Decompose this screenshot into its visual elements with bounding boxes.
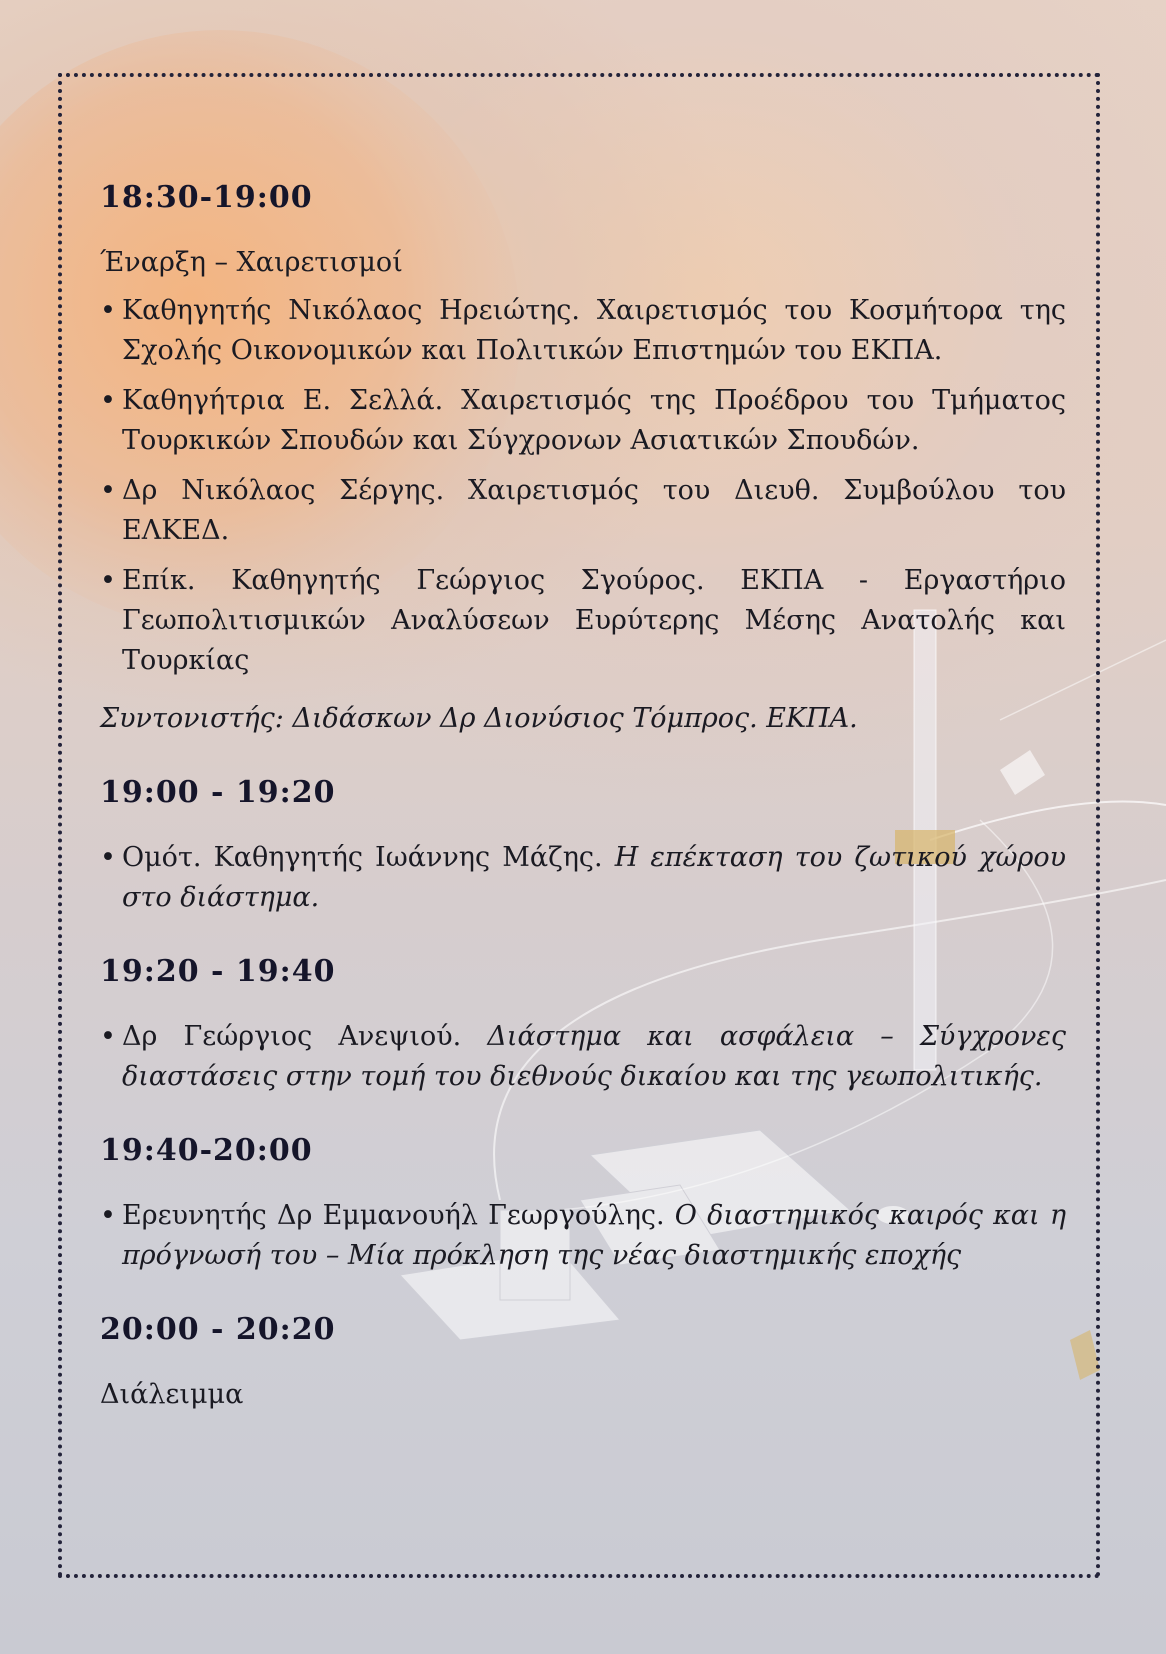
- list-item: [100, 561, 1066, 681]
- speaker-text: Δρ Γεώργιος Ανεψιού.: [122, 1021, 462, 1052]
- session-time: 18:30-19:00: [100, 180, 313, 215]
- list-item: [100, 381, 1066, 461]
- list-item: [100, 291, 1066, 371]
- session-intro: Διάλειμμα: [100, 1379, 244, 1410]
- session-intro: Έναρξη – Χαιρετισμοί: [100, 247, 403, 278]
- program-content: [100, 180, 1066, 1451]
- session-time: 19:40-20:00: [100, 1133, 313, 1168]
- speaker-text: Ερευνητής Δρ Εμμανουήλ Γεωργούλης.: [122, 1200, 665, 1231]
- bullet-icon: •: [100, 475, 116, 506]
- speaker-text: Καθηγήτρια Ε. Σελλά. Χαιρετισμός της Προέδρου του Τμήματος Τουρκικών Σπουδών και Σύγχρονων Ασιατικών Σπουδών.: [122, 385, 1066, 456]
- list-item: [100, 1017, 1066, 1097]
- bullet-icon: •: [100, 1021, 116, 1052]
- talk-title: Η επέκταση του ζωτικού χώρου στο διάστημα.: [122, 842, 1066, 913]
- bullet-icon: •: [100, 295, 116, 326]
- session-block: [100, 1133, 1066, 1276]
- speaker-text: Ομότ. Καθηγητής Ιωάννης Μάζης.: [122, 842, 603, 873]
- bullet-icon: •: [100, 385, 116, 416]
- session-block: [100, 954, 1066, 1097]
- speaker-text: Δρ Νικόλαος Σέργης. Χαιρετισμός του Διευθ. Συμβούλου του ΕΛΚΕΔ.: [122, 475, 1066, 546]
- list-item: [100, 838, 1066, 918]
- bullet-icon: •: [100, 842, 116, 873]
- bullet-icon: •: [100, 1200, 116, 1231]
- session-block: [100, 775, 1066, 918]
- speaker-text: Καθηγητής Νικόλαος Ηρειώτης. Χαιρετισμός του Κοσμήτορα της Σχολής Οικονομικών και Πολιτικών Επιστημών του ΕΚΠΑ.: [122, 295, 1066, 366]
- session-time: 19:20 - 19:40: [100, 954, 336, 989]
- session-block: [100, 180, 1066, 739]
- session-time: 19:00 - 19:20: [100, 775, 336, 810]
- session-time: 20:00 - 20:20: [100, 1312, 336, 1347]
- speaker-text: Επίκ. Καθηγητής Γεώργιος Σγούρος. ΕΚΠΑ - Εργαστήριο Γεωπολιτισμικών Αναλύσεων Ευρύτερης Μέσης Ανατολής και Τουρκίας: [122, 565, 1066, 676]
- list-item: [100, 1196, 1066, 1276]
- moderator-line: Συντονιστής: Διδάσκων Δρ Διονύσιος Τόμπρος. ΕΚΠΑ.: [100, 703, 858, 734]
- session-block: [100, 1312, 1066, 1415]
- bullet-icon: •: [100, 565, 116, 596]
- talk-title: Διάστημα και ασφάλεια – Σύγχρονες διαστάσεις στην τομή του διεθνούς δικαίου και της γεωπολιτικής.: [122, 1021, 1066, 1092]
- list-item: [100, 471, 1066, 551]
- talk-title: Ο διαστημικός καιρός και η πρόγνωσή του – Μία πρόκληση της νέας διαστημικής εποχής: [122, 1200, 1066, 1271]
